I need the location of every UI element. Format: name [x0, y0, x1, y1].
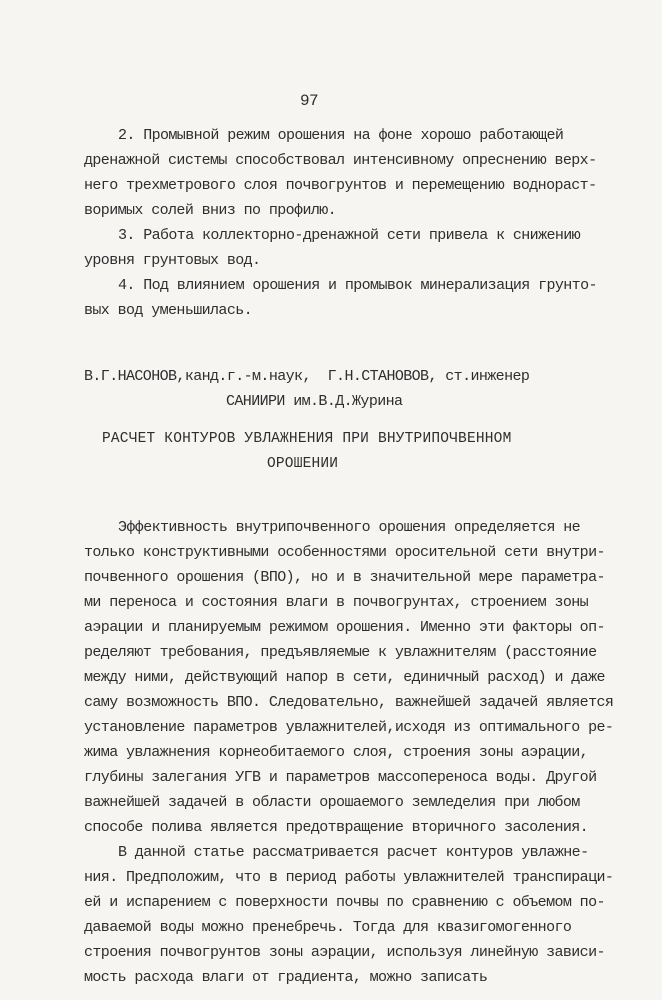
page-number: 97	[300, 92, 319, 110]
article-authors: В.Г.НАСОНОВ,канд.г.-м.наук, Г.Н.СТАНОВОВ, ст.инженер	[84, 368, 530, 385]
document-page: 97 2. Промывной режим орошения на фоне хорошо работающей дренажной системы способствовал интенсивному опреснению верх- него трехметрового слоя почвогрунтов и перемещению воднораст- воримых солей вниз по профилю. 3. Работа коллекторно-дренажной сети привела к снижению уровня грунтовых вод. 4. Под влиянием орошения и промывок минерализация грунто- вых вод уменьшилась. В.Г.НАСОНОВ,канд.г.-м.наук, Г.Н.СТАНОВОВ, ст.инженер САНИИРИ им.В.Д.Журина РАСЧЕТ КОНТУРОВ УВЛАЖНЕНИЯ ПРИ ВНУТРИПОЧВЕННОМ ОРОШЕНИИ Эффективность внутрипочвенного орошения определяется не только конструктивными особенностями оросительной сети внутри- почвенного орошения (ВПО), но и в значительной мере параметра- ми переноса и состояния влаги в почвогрунтах, строением зоны аэрации и планируемым режимом орошения. Именно эти факторы оп- ределяют требования, предъявляемые к увлажнителям (расстояние между ними, действующий напор в сети, единичный расход) и даже саму возможность ВПО. Следовательно, важнейшей задачей является установление параметров увлажнителей,исходя из оптимального ре- жима увлажнения корнеобитаемого слоя, строения зоны аэрации, глубины залегания УГВ и параметров массопереноса воды. Другой важнейшей задачей в области орошаемого земледелия при любом способе полива является предотвращение вторичного засоления. В данной статье рассматривается расчет контуров увлажне- ния. Предположим, что в период работы увлажнителей транспираци- ей и испарением с поверхности почвы по сравнению с объемом по- даваемой воды можно пренебречь. Тогда для квазигомогенного строения почвогрунтов зоны аэрации, используя линейную зависи- мость расхода влаги от градиента, можно записать	[84, 92, 614, 986]
article-affiliation: САНИИРИ им.В.Д.Журина	[226, 393, 403, 410]
